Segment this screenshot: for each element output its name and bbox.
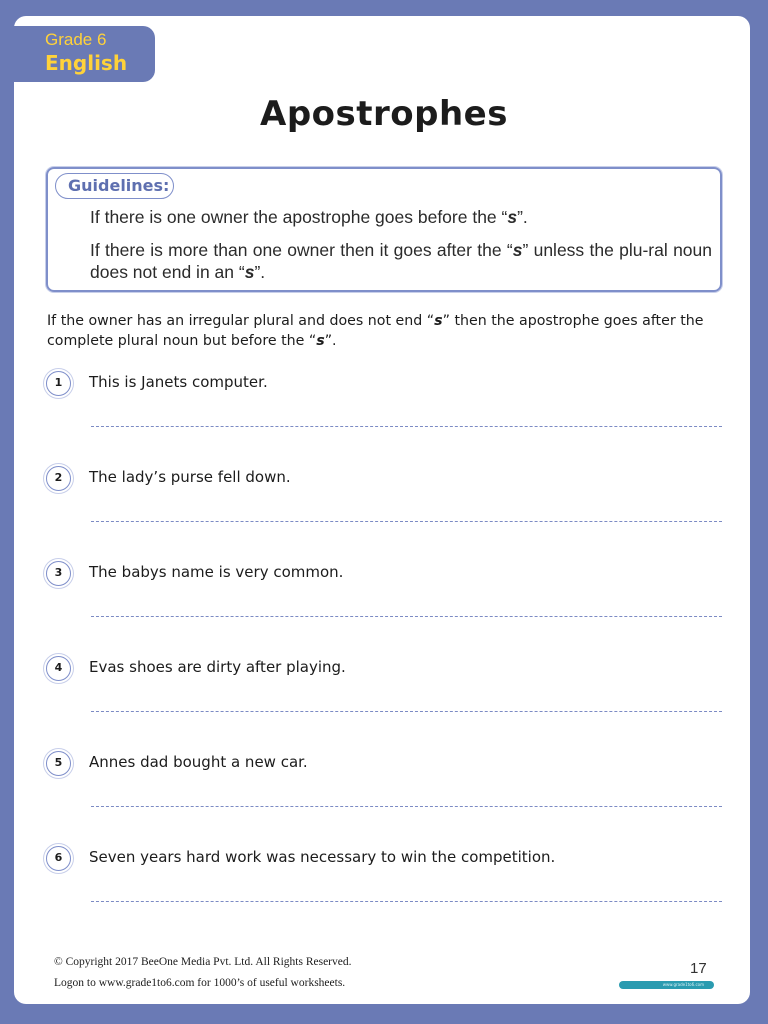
question-number-badge: 3 <box>46 561 71 586</box>
question-item <box>46 656 726 726</box>
copyright-text: © Copyright 2017 BeeOne Media Pvt. Ltd. All Rights Reserved. <box>54 956 352 968</box>
question-item <box>46 751 726 821</box>
question-item <box>46 371 726 441</box>
question-text: The babys name is very common. <box>89 563 344 581</box>
answer-line[interactable] <box>91 426 722 427</box>
guideline-multiple-owners: If there is more than one owner then it goes after the “s” unless the plu-ral noun does not end in an “s”. <box>90 240 712 282</box>
footer <box>54 952 352 994</box>
grade-label: Grade 6 <box>45 30 107 49</box>
question-item <box>46 561 726 631</box>
question-text: Evas shoes are dirty after playing. <box>89 658 346 676</box>
site-url-bar: www.grade1to6.com <box>619 981 714 989</box>
question-text: Annes dad bought a new car. <box>89 753 308 771</box>
guidelines-box <box>46 167 722 292</box>
question-number-badge: 6 <box>46 846 71 871</box>
answer-line[interactable] <box>91 521 722 522</box>
question-item <box>46 466 726 536</box>
subject-label: English <box>45 51 128 75</box>
question-number-badge: 1 <box>46 371 71 396</box>
grade-badge <box>14 26 155 82</box>
answer-line[interactable] <box>91 616 722 617</box>
page-title: Apostrophes <box>260 94 508 134</box>
question-text: The lady’s purse fell down. <box>89 468 291 486</box>
guideline-one-owner: If there is one owner the apostrophe goes before the “s”. <box>90 207 528 227</box>
page-number: 17 <box>690 960 707 977</box>
guidelines-label: Guidelines: <box>55 173 174 199</box>
question-text: Seven years hard work was necessary to win the competition. <box>89 848 556 866</box>
question-number-badge: 5 <box>46 751 71 776</box>
question-number-badge: 2 <box>46 466 71 491</box>
question-item <box>46 846 726 916</box>
answer-line[interactable] <box>91 901 722 902</box>
answer-line[interactable] <box>91 806 722 807</box>
answer-line[interactable] <box>91 711 722 712</box>
question-number-badge: 4 <box>46 656 71 681</box>
question-text: This is Janets computer. <box>89 373 268 391</box>
logon-text: Logon to www.grade1to6.com for 1000’s of useful worksheets. <box>54 977 346 989</box>
irregular-plural-rule: If the owner has an irregular plural and does not end “s” then the apostrophe goes after the complete plural noun but before the “s”. <box>47 313 704 349</box>
